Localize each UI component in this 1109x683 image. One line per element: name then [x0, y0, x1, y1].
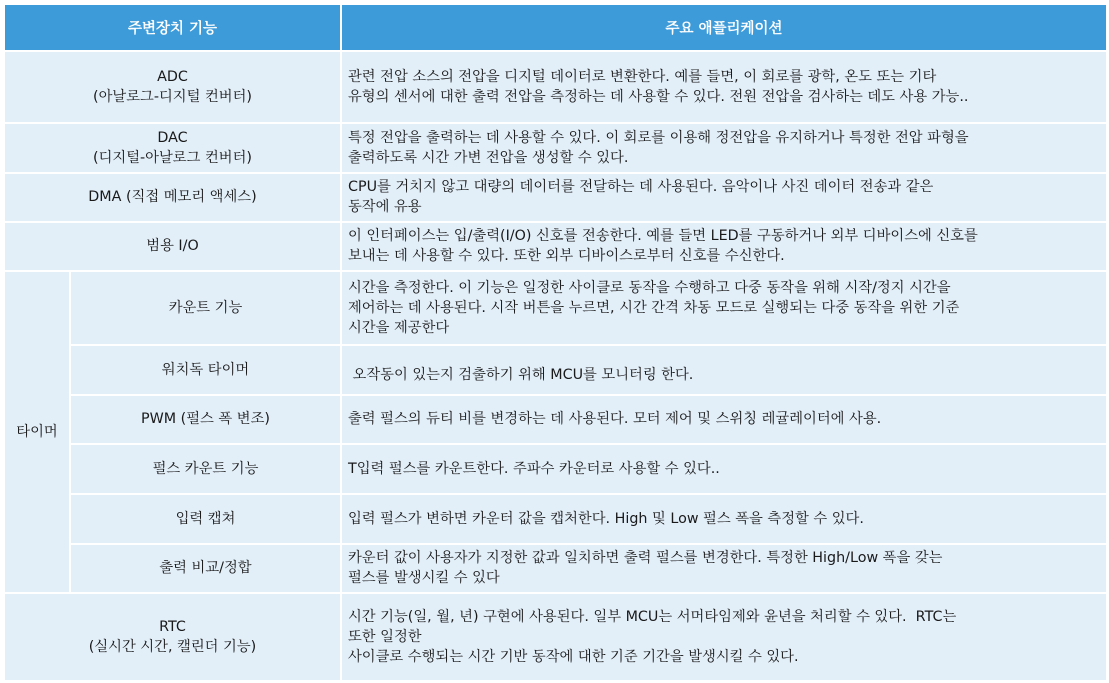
table-row-timer-pwm	[5, 396, 1106, 443]
description-line: 사이클로 수행되는 시간 기반 동작에 대한 기준 기간을 발생시킬 수 있다.	[348, 648, 799, 665]
function-cell-capture	[71, 495, 340, 543]
application-cell-gpio	[342, 223, 1106, 270]
application-cell-rtc	[342, 594, 1106, 680]
function-cell-gpio	[5, 223, 340, 270]
description-line: 시간을 측정한다. 이 기능은 일정한 사이클로 동작을 수행하고 다중 동작을 위해 시작/정지 시간을	[348, 279, 951, 296]
description-line: 시간 기능(일, 월, 년) 구현에 사용된다. 일부 MCU는 서머타임제와 윤년을 처리할 수 있다. RTC는	[348, 608, 957, 625]
description-line: 입력 펄스가 변하면 카운터 값을 캡처한다. High 및 Low 펄스 폭을 측정할 수 있다.	[348, 510, 864, 527]
function-cell-compare	[71, 545, 340, 592]
function-name: 입력 캡쳐	[175, 510, 236, 527]
application-cell-capture	[342, 495, 1106, 543]
application-cell-dac	[342, 124, 1106, 172]
function-name: DMA (직접 메모리 액세스)	[88, 189, 257, 206]
function-name: ADC	[157, 68, 188, 85]
function-name: 카운트 기능	[168, 299, 243, 316]
description-line: 출력하도록 시간 가변 전압을 생성할 수 있다.	[348, 149, 629, 166]
application-cell-adc	[342, 52, 1106, 122]
function-name: RTC	[159, 618, 186, 635]
function-cell-pwm	[71, 396, 340, 443]
function-name: 워치독 타이머	[161, 361, 250, 378]
header-main-application: 주요 애플리케이션	[342, 5, 1106, 50]
function-name: DAC	[157, 129, 188, 146]
description-line: 제어하는 데 사용된다. 시작 버튼을 누르면, 시간 간격 차동 모드로 실행되는 다중 동작을 위한 기준	[348, 299, 960, 316]
application-cell-count	[342, 272, 1106, 344]
application-cell-compare	[342, 545, 1106, 592]
table-row-timer-watchdog	[5, 346, 1106, 394]
function-cell-dac	[5, 124, 340, 172]
function-name: PWM (펄스 폭 변조)	[141, 411, 270, 428]
description-line: 펄스를 발생시킬 수 있다	[348, 570, 500, 587]
description-line: 관련 전압 소스의 전압을 디지털 데이터로 변환한다. 예를 들면, 이 회로를 광학, 온도 또는 기타	[348, 68, 937, 85]
application-cell-pwm	[342, 396, 1106, 443]
table-row-timer-compare	[5, 545, 1106, 592]
application-cell-pulse-count	[342, 445, 1106, 493]
function-subtitle: (실시간 시간, 캘린더 기능)	[88, 638, 257, 655]
description-line: 오작동이 있는지 검출하기 위해 MCU를 모니터링 한다.	[348, 367, 694, 384]
function-subtitle: (아날로그-디지털 컨버터)	[93, 88, 252, 105]
description-line: 출력 펄스의 듀티 비를 변경하는 데 사용된다. 모터 제어 및 스위칭 레귤레이터에 사용.	[348, 411, 882, 428]
description-line: T입력 펄스를 카운트한다. 주파수 카운터로 사용할 수 있다..	[348, 460, 720, 477]
description-line: 유형의 센서에 대한 출력 전압을 측정하는 데 사용할 수 있다. 전원 전압을 검사하는 데도 사용 가능..	[348, 88, 969, 105]
function-cell-adc	[5, 52, 340, 122]
table-row-dma	[5, 174, 1106, 221]
function-cell-count	[71, 272, 340, 344]
table-row-gpio	[5, 223, 1106, 270]
function-cell-dma	[5, 174, 340, 221]
table-row-timer-pulse-count	[5, 445, 1106, 493]
description-line: 시간을 제공한다	[348, 319, 450, 336]
table-row-dac	[5, 124, 1106, 172]
function-name: 펄스 카운트 기능	[152, 460, 259, 477]
application-cell-watchdog	[342, 346, 1106, 394]
timer-group-cell: 타이머	[5, 272, 69, 592]
function-subtitle: (디지털-아날로그 컨버터)	[93, 149, 252, 166]
description-line: 보내는 데 사용할 수 있다. 또한 외부 디바이스로부터 신호를 수신한다.	[348, 248, 785, 265]
description-line: CPU를 거치지 않고 대량의 데이터를 전달하는 데 사용된다. 음악이나 사진 데이터 전송과 같은	[348, 179, 934, 196]
table-header-row	[5, 5, 1106, 50]
header-peripheral-function: 주변장치 기능	[5, 5, 340, 50]
function-cell-pulse-count	[71, 445, 340, 493]
table-row-timer-count	[5, 272, 1106, 344]
description-line: 동작에 유용	[348, 199, 422, 216]
function-cell-watchdog	[71, 346, 340, 394]
table-row-timer-capture	[5, 495, 1106, 543]
function-name: 출력 비교/정합	[159, 560, 252, 577]
function-name: 범용 I/O	[146, 238, 199, 255]
description-line: 특정 전압을 출력하는 데 사용할 수 있다. 이 회로를 이용해 정전압을 유지하거나 특정한 전압 파형을	[348, 129, 969, 146]
table-row-rtc	[5, 594, 1106, 680]
description-line: 이 인터페이스는 입/출력(I/O) 신호를 전송한다. 예를 들면 LED를 구동하거나 외부 디바이스에 신호를	[348, 228, 978, 245]
table-row-adc	[5, 52, 1106, 122]
description-line: 또한 일정한	[348, 628, 422, 645]
function-cell-rtc	[5, 594, 340, 680]
peripheral-function-table	[3, 3, 1108, 682]
description-line: 카운터 값이 사용자가 지정한 값과 일치하면 출력 펄스를 변경한다. 특정한 High/Low 폭을 갖는	[348, 550, 943, 567]
application-cell-dma	[342, 174, 1106, 221]
